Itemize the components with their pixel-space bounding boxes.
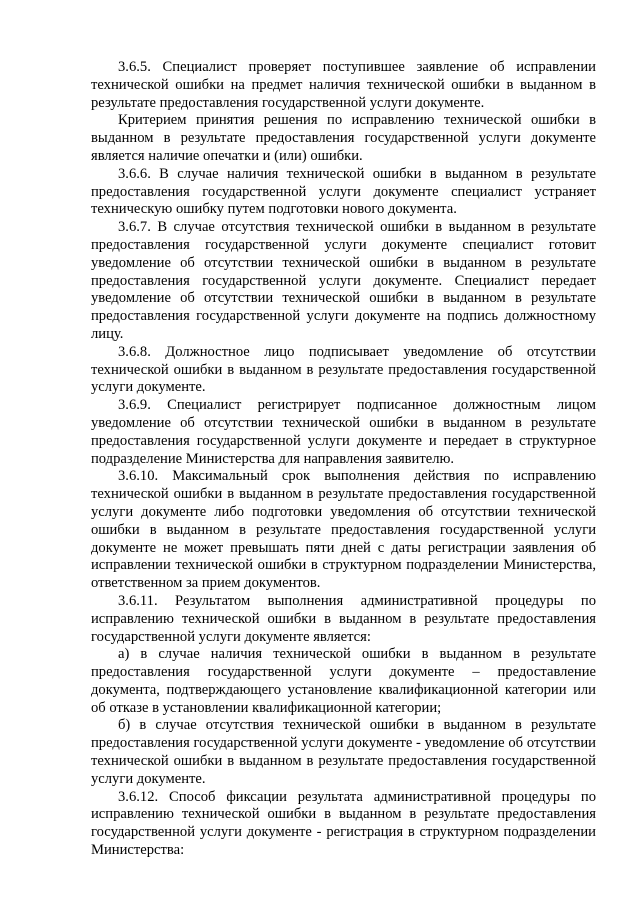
paragraph-3-6-10: 3.6.10. Максимальный срок выполнения действия по исправлению технической ошибки в выданном в результате предоставления государственной услуги документе либо подготовки уведомления об отсутствии технической ошибки в выданном в результате предоставления государственной услуги документе не может превышать пяти дней с даты регистрации заявления об исправлении технической ошибки в структурном подразделении Министерства, ответственном за прием документов. — [91, 468, 596, 592]
paragraph-3-6-11: 3.6.11. Результатом выполнения административной процедуры по исправлению технической ошибки в выданном в результате предоставления государственной услуги документе является: — [91, 592, 596, 645]
list-item-a: а) в случае наличия технической ошибки в выданном в результате предоставления государственной услуги документе – предоставление документа, подтверждающего установление квалификационной категории или об отказе в установлении квалификационной категории; — [91, 646, 596, 716]
paragraph-3-6-6: 3.6.6. В случае наличия технической ошибки в выданном в результате предоставления государственной услуги документе специалист устраняет техническую ошибку путем подготовки нового документа. — [91, 165, 596, 218]
list-item-b: б) в случае отсутствия технической ошибки в выданном в результате предоставления государственной услуги документе - уведомление об отсутствии технической ошибки в выданном в результате предоставления государственной услуги документе. — [91, 717, 596, 787]
paragraph-3-6-8: 3.6.8. Должностное лицо подписывает уведомление об отсутствии технической ошибки в выданном в результате предоставления государственной услуги документе. — [91, 343, 596, 396]
paragraph-3-6-9: 3.6.9. Специалист регистрирует подписанное должностным лицом уведомление об отсутствии технической ошибки в выданном в результате предоставления государственной услуги документе и передает в структурное подразделение Министерства для направления заявителю. — [91, 397, 596, 467]
paragraph-criterion: Критерием принятия решения по исправлению технической ошибки в выданном в результате предоставления государственной услуги документе является наличие опечатки и (или) ошибки. — [91, 112, 596, 164]
document-page — [91, 59, 596, 860]
paragraph-3-6-5: 3.6.5. Специалист проверяет поступившее заявление об исправлении технической ошибки на предмет наличия технической ошибки в выданном в результате предоставления государственной услуги документе. — [91, 59, 596, 111]
paragraph-3-6-7: 3.6.7. В случае отсутствия технической ошибки в выданном в результате предоставления государственной услуги документе специалист готовит уведомление об отсутствии технической ошибки в выданном в результате предоставления государственной услуги документе. Специалист передает уведомление об отсутствии технической ошибки в выданном в результате предоставления государственной услуги документе на подпись должностному лицу. — [91, 219, 596, 342]
paragraph-3-6-12: 3.6.12. Способ фиксации результата административной процедуры по исправлению технической ошибки в выданном в результате предоставления государственной услуги документе - регистрация в структурном подразделении Министерства: — [91, 788, 596, 859]
